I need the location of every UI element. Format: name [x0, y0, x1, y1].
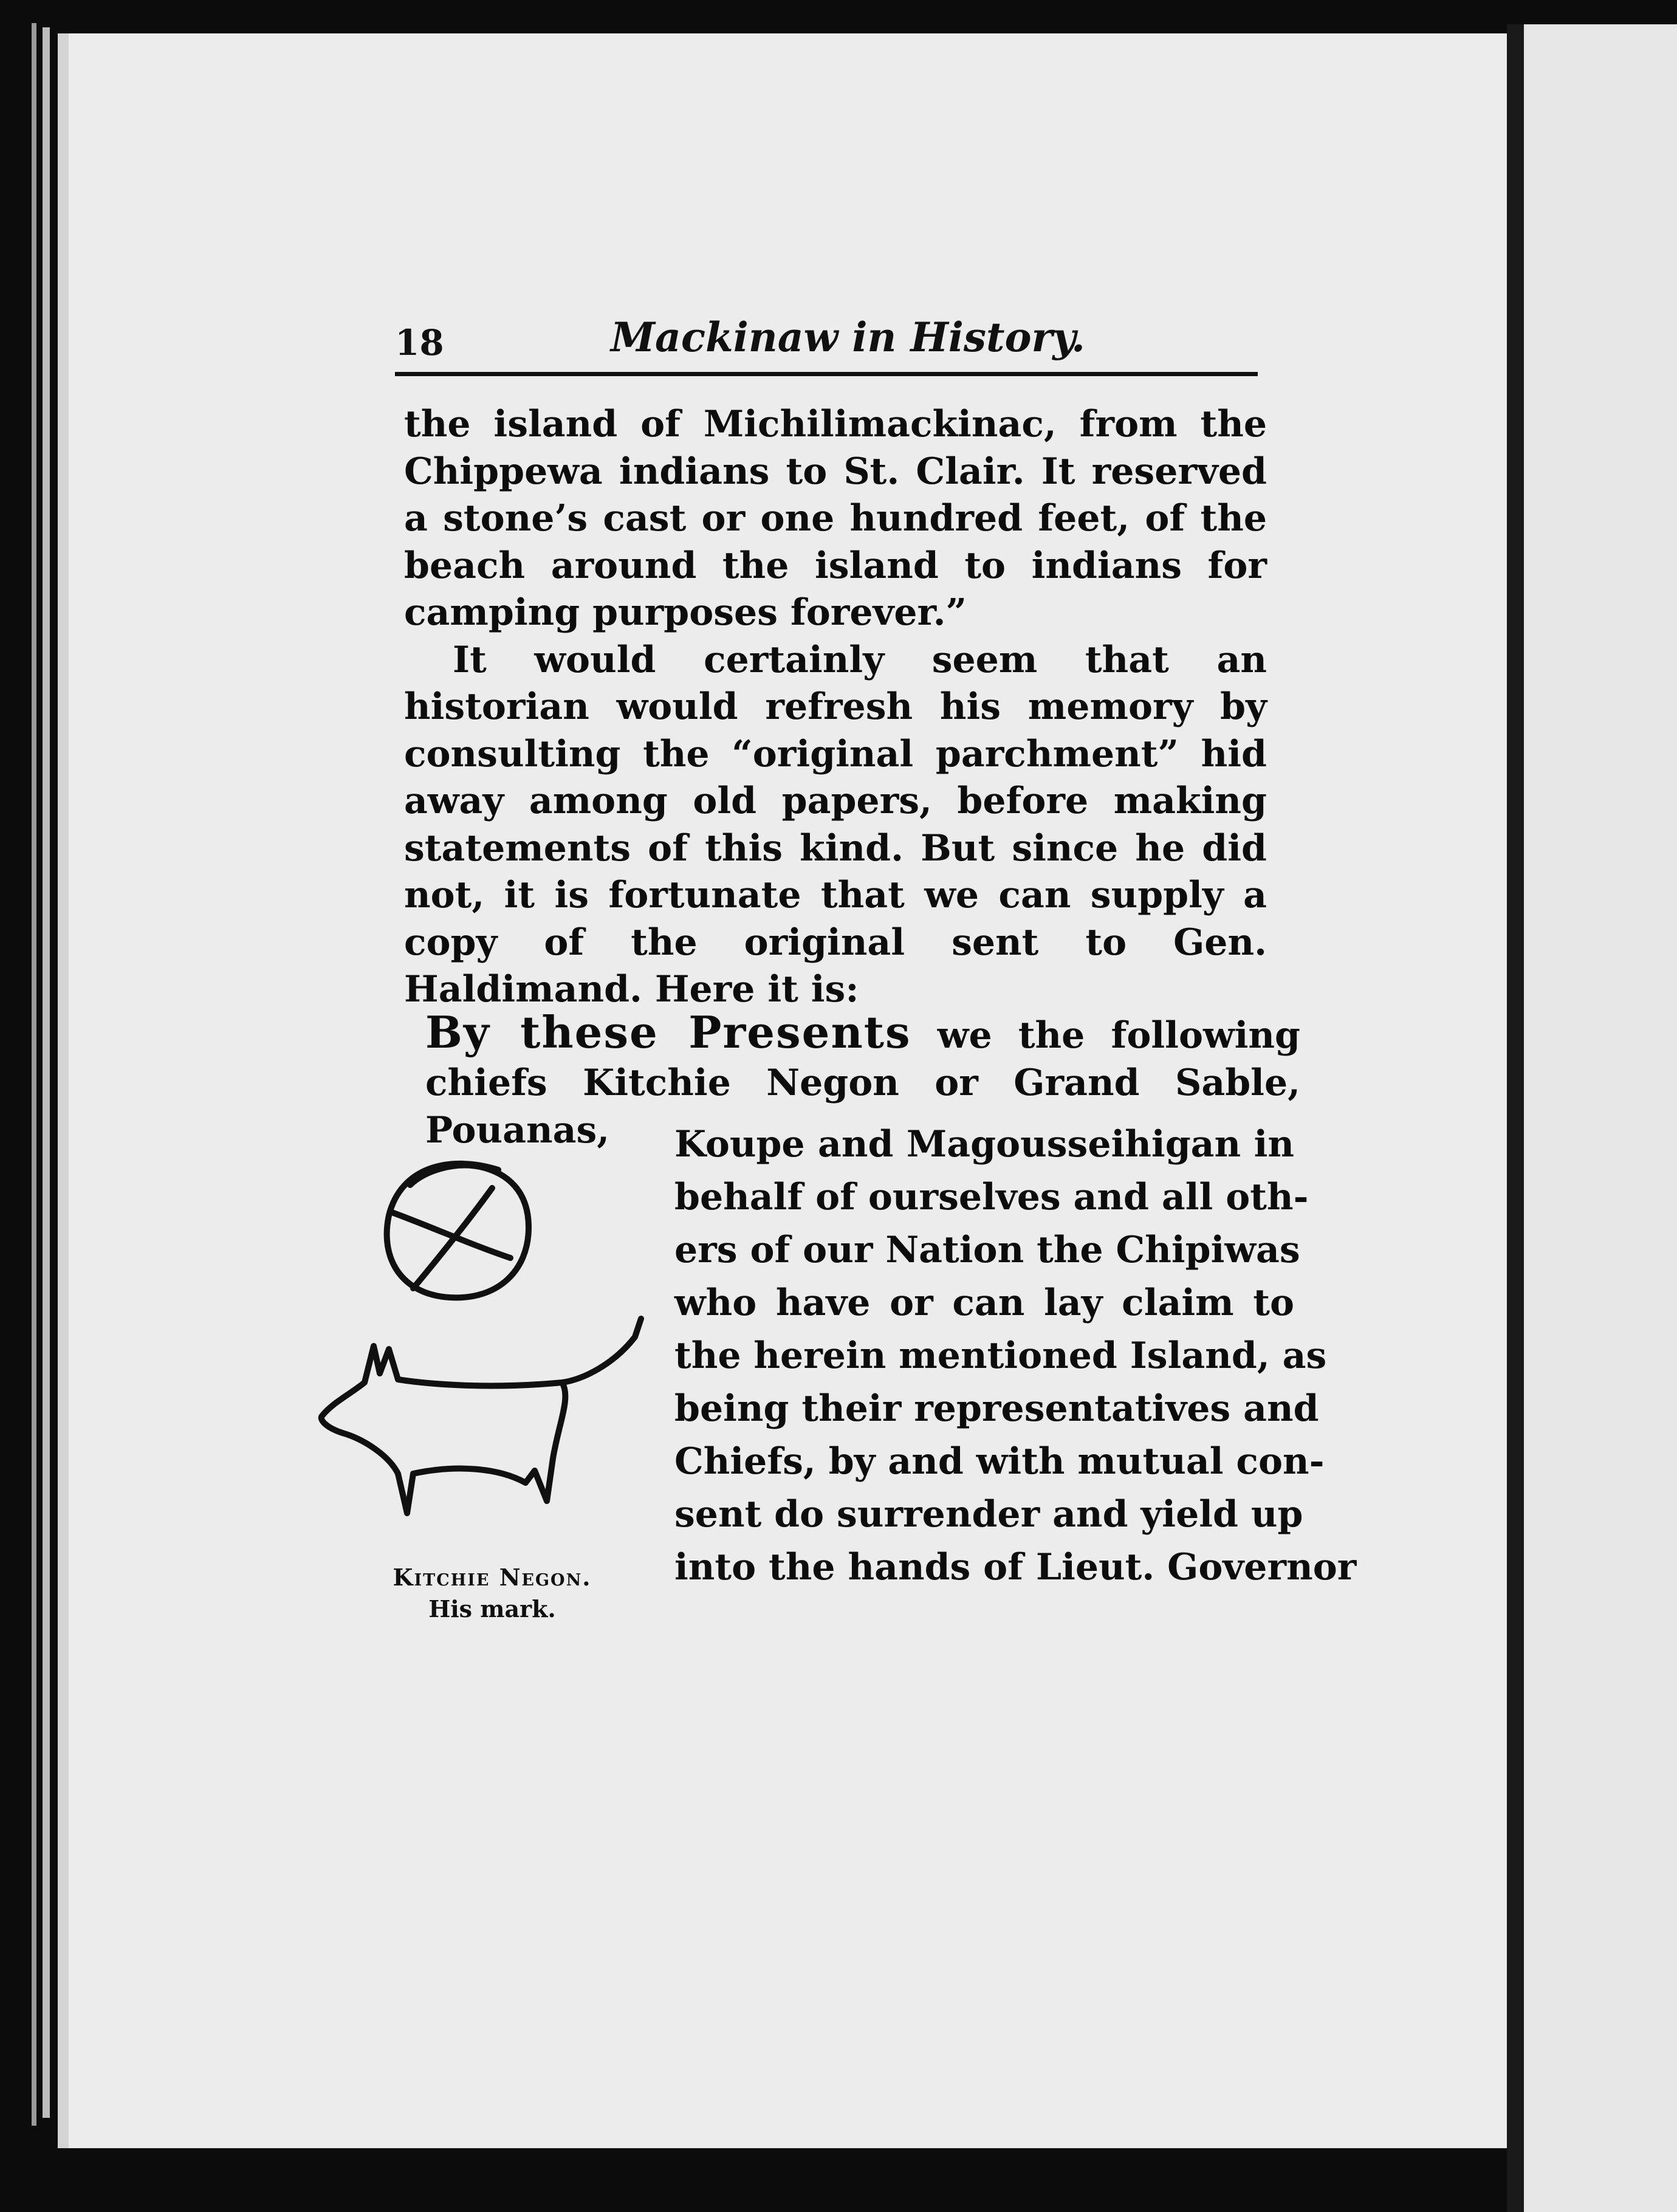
body-text — [404, 401, 1267, 1014]
mark-name: Kitchie Negon. — [393, 1564, 592, 1591]
deed-line: behalf of ourselves and all oth- — [674, 1176, 1309, 1218]
mark-caption — [365, 1562, 620, 1625]
facing-page — [1507, 24, 1677, 2212]
page-number: 18 — [395, 322, 444, 363]
deed-column — [674, 1118, 1357, 1594]
deed-line: into the hands of Lieut. Governor — [674, 1546, 1357, 1589]
running-title: Mackinaw in History. — [611, 314, 1086, 361]
deed-line: who have or can lay claim to — [674, 1282, 1294, 1324]
deed-line: sent do surrender and yield up — [674, 1493, 1303, 1536]
page-stack-edge-inner — [43, 27, 50, 2118]
cross-stroke-2 — [413, 1188, 492, 1288]
paragraph-2: It would certainly seem that an historian would refresh his memory by consulting the “original parchment” hid away among old papers, before making statements of this kind. But since he did not, it is fortunate that we can supply a copy of the original sent to Gen. Haldimand. Here it is: — [404, 638, 1267, 1011]
cross-stroke-1 — [392, 1212, 510, 1258]
deed-opening-text: we the following chiefs Kitchie Negon or Grand Sable, Pouanas, — [425, 1014, 1300, 1152]
header-rule — [395, 372, 1258, 376]
paragraph-1: the island of Michilimackinac, from the Chippewa indians to St. Clair. It reserved a stone’s cast or one hundred feet, of the beach around the island to indians for camping purposes forever.” — [404, 403, 1267, 634]
animal-figure — [321, 1319, 641, 1513]
deed-line: Chiefs, by and with mutual con- — [674, 1440, 1325, 1483]
deed-line: Koupe and Magousseihigan in — [674, 1123, 1294, 1166]
page-stack-edge-outer — [32, 23, 36, 2126]
pictographic-mark-icon — [298, 1142, 674, 1568]
facing-page-gutter — [1507, 24, 1524, 2212]
deed-line: the herein mentioned Island, as — [674, 1334, 1327, 1377]
deed-line: being their representatives and — [674, 1387, 1319, 1430]
blackletter-heading: By these Presents — [425, 1006, 911, 1058]
deed-line: ers of our Nation the Chipiwas — [674, 1229, 1300, 1271]
running-head — [395, 310, 1258, 377]
mark-label: His mark. — [428, 1595, 556, 1623]
